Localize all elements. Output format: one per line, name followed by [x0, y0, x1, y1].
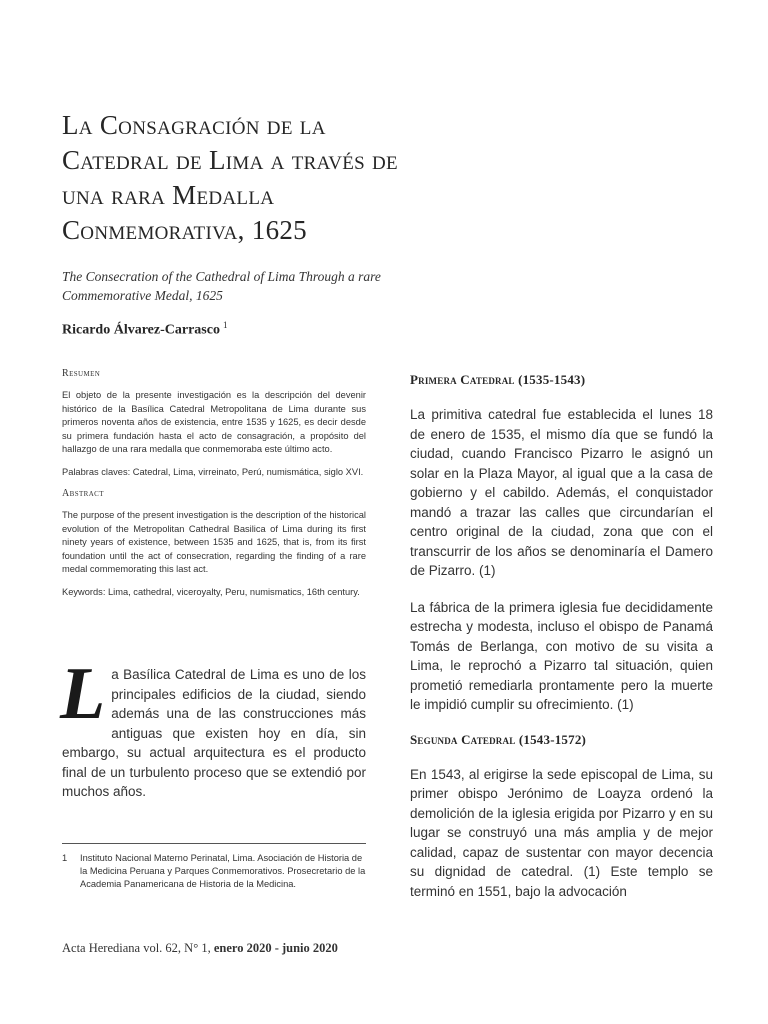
- journal-date: enero 2020 - junio 2020: [213, 941, 338, 955]
- resumen-heading: Resumen: [62, 368, 101, 379]
- section-heading-primera: Primera Catedral (1535-1543): [410, 372, 586, 387]
- intro-paragraph: [60, 653, 366, 802]
- section-heading-segunda: Segunda Catedral (1543-1572): [410, 731, 587, 747]
- resumen-text: El objeto de la presente investigación es la descripción del devenir histórico de la Basílica Catedral Metropolitana de Lima durante sus primeros noventa años de existencia, entre 1535 y 1625, es decir desde su primera fundación hasta el acto de consagración, a propósito del hallazgo de una rara medalla que conmemoraba este último acto.: [62, 390, 366, 454]
- body-paragraph: La fábrica de la primera iglesia fue decididamente estrecha y modesta, incluso el obispo de Panamá Tomás de Berlanga, con motivo de su visita a Lima, le reprochó a Pizarro tal situación, quien prometió remediarla prontamente pero la muerte le impidió cumplir su ofrecimiento. (1): [410, 599, 713, 712]
- right-column: [410, 372, 713, 918]
- drop-cap: L: [60, 653, 106, 735]
- journal-name: Acta Herediana vol. 62, N° 1,: [62, 941, 214, 955]
- journal-footer: [62, 941, 338, 956]
- footnote-number: 1: [62, 853, 68, 863]
- intro-text: a Basílica Catedral de Lima es uno de los principales edificios de la ciudad, siendo además una de las construcciones más antiguas que existen hoy en día, sin embargo, su actual arquitectura es el producto final de un turbulento proceso que se extendió por muchos años.: [62, 667, 366, 799]
- footnote-text: Instituto Nacional Materno Perinatal, Lima. Asociación de Historia de la Medicina Peruana y Parques Conmemorativos. Prosecretario de la Academia Panamericana de Historia de la Medicina.: [80, 853, 366, 889]
- body-paragraph: En 1543, al erigirse la sede episcopal de Lima, su primer obispo Jerónimo de Loayza ordenó la demolición de la iglesia erigida por Pizarro y en su lugar se construyó una más amplia y de mejor calidad, capaz de sustentar con mayor decencia su dignidad de catedral. (1) Este templo se terminó en 1551, bajo la advocación: [410, 766, 713, 899]
- footnote-divider: [62, 843, 366, 844]
- article-title: La Consagración de la Catedral de Lima a través de una rara Medalla Conmemorativa, 1625: [62, 110, 398, 245]
- footnote: [62, 852, 366, 891]
- resumen-keywords: Palabras claves: Catedral, Lima, virreinato, Perú, numismática, siglo XVI.: [62, 466, 364, 477]
- abstract-text: The purpose of the present investigation is the description of the historical evolution of the Metropolitan Cathedral Basilica of Lima during its first ninety years of existence, between 1535 and 1625, that is, from its first foundation until the act of consecration, regarding the finding of a rare medal commemorating this last act.: [62, 510, 366, 574]
- article-subtitle: The Consecration of the Cathedral of Lima Through a rare Commemorative Medal, 1625: [62, 269, 381, 303]
- author-line: [62, 320, 227, 339]
- left-column: [62, 368, 366, 608]
- author-footnote-marker: 1: [222, 320, 228, 330]
- author-name: Ricardo Álvarez-Carrasco: [62, 322, 220, 338]
- abstract-heading: Abstract: [62, 488, 104, 499]
- abstract-keywords: Keywords: Lima, cathedral, viceroyalty, Peru, numismatics, 16th century.: [62, 586, 360, 597]
- body-paragraph: La primitiva catedral fue establecida el lunes 18 de enero de 1535, el mismo día que se fundó la ciudad, cuando Francisco Pizarro le asignó un solar en la Plaza Mayor, al igual que a la casa de gobierno y el cabildo. Además, el conquistador mandó a trazar las calles que circundarían el centro original de la ciudad, zona que con el transcurrir de los años se denominaría el Damero de Pizarro. (1): [410, 407, 713, 578]
